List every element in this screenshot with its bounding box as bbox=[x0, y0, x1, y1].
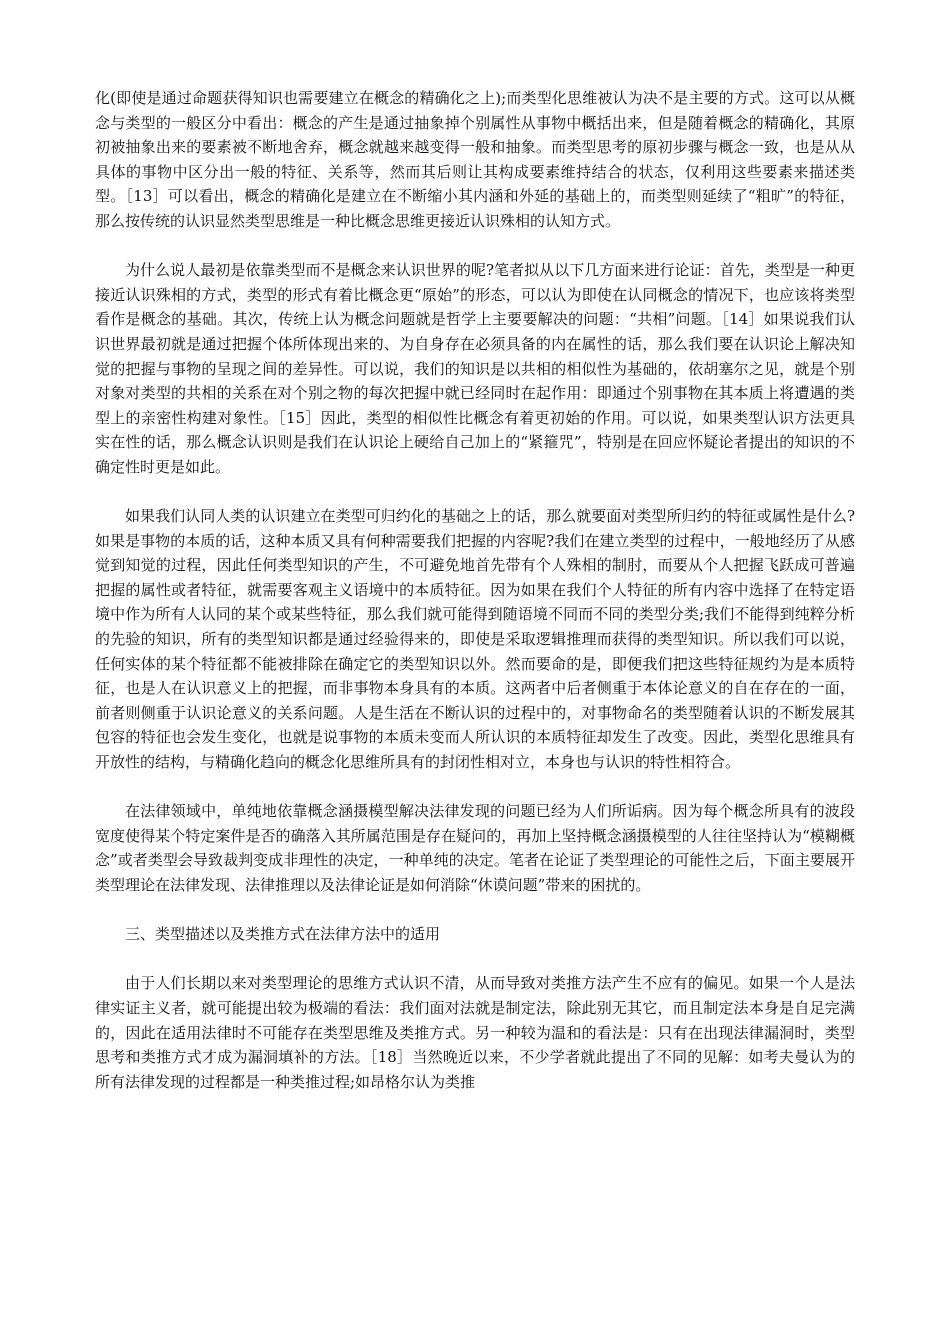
paragraph-5: 由于人们长期以来对类型理论的思维方式认识不清，从而导致对类推方法产生不应有的偏见。如果一个人是法律实证主义者，就可能提出较为极端的看法：我们面对法就是制定法，除此别无其它，而且制定法本身是自足完满的，因此在适用法律时不可能存在类型思维及类推方式。另一种较为温和的看法是：只有在出现法律漏洞时，类型思考和类推方式才成为漏洞填补的方法。［18］当然晚近以来，不少学者就此提出了不同的见解：如考夫曼认为的所有法律发现的过程都是一种类推过程;如昂格尔认为类推 bbox=[95, 974, 855, 1091]
document-page bbox=[95, 86, 855, 1094]
paragraph-1: 化(即使是通过命题获得知识也需要建立在概念的精确化之上);而类型化思维被认为决不是主要的方式。这可以从概念与类型的一般区分中看出：概念的产生是通过抽象掉个别属性从事物中概括出来，但是随着概念的精确化，其原初被抽象出来的要素被不断地舍弃，概念就越来越变得一般和抽象。而类型思考的原初步骤与概念一致，也是从从具体的事物中区分出一般的特征、关系等，然而其后则让其构成要素维持结合的状态，仅利用这些要素来描述类型。［13］可以看出，概念的精确化是建立在不断缩小其内涵和外延的基础上的，而类型则延续了“粗旷”的特征，那么按传统的认识显然类型思维是一种比概念思维更接近认识殊相的认知方式。 bbox=[95, 89, 855, 230]
paragraph-gap bbox=[95, 234, 855, 259]
paragraph-2: 为什么说人最初是依靠类型而不是概念来认识世界的呢?笔者拟从以下几方面来进行论证：首先，类型是一种更接近认识殊相的方式，类型的形式有着比概念更“原始”的形态，可以认为即使在认同概念的情况下，也应该将类型看作是概念的基础。其次，传统上认为概念问题就是哲学上主要要解决的问题：“共相”问题。［14］如果说我们认识世界最初就是通过把握个体所体现出来的、为自身存在必须具备的内在属性的话，那么我们要在认识论上解决知觉的把握与事物的呈现之间的差异性。可以说，我们的知识是以共相的相似性为基础的，依胡塞尔之见，就是个别对象对类型的共相的关系在对个别之物的每次把握中就已经同时在起作用：即通过个别事物在其本质上将遭遇的类型上的亲密性构建对象性。［15］因此，类型的相似性比概念有着更初始的作用。可以说，如果类型认识方法更具实在性的话，那么概念认识则是我们在认识论上硬给自己加上的“紧箍咒”，特别是在回应怀疑论者提出的知识的不确定性时更是如此。 bbox=[95, 261, 855, 476]
paragraph-3: 如果我们认同人类的认识建立在类型可归约化的基础之上的话，那么就要面对类型所归约的特征或属性是什么?如果是事物的本质的话，这种本质又具有何种需要我们把握的内容呢?我们在建立类型的过程中，一般地经历了从感觉到知觉的过程，因此任何类型知识的产生，不可避免地首先带有个人殊相的制肘，而要从个人把握飞跃成可普遍把握的属性或者特征，就需要客观主义语境中的本质特征。因为如果在我们个人特征的所有内容中选择了在特定语境中作为所有人认同的某个或某些特征，那么我们就可能得到随语境不同而不同的类型分类;我们不能得到纯粹分析的先验的知识，所有的类型知识都是通过经验得来的，即使是采取逻辑推理而获得的类型知识。所以我们可以说，任何实体的某个特征都不能被排除在确定它的类型知识以外。然而要命的是，即便我们把这些特征规约为是本质特征，也是人在认识意义上的把握，而非事物本身具有的本质。这两者中后者侧重于本体论意义的自在存在的一面，前者则侧重于认识论意义的关系问题。人是生活在不断认识的过程中的，对事物命名的类型随着认识的不断发展其包容的特征也会发生变化，也就是说事物的本质未变而人所认识的本质特征却发生了改变。因此，类型化思维具有开放性的结构，与精确化趋向的概念化思维所具有的封闭性相对立，本身也与认识的特性相符合。 bbox=[95, 507, 855, 772]
paragraph-gap bbox=[95, 480, 855, 505]
paragraph-4: 在法律领域中，单纯地依靠概念涵摄模型解决法律发现的问题已经为人们所诟病。因为每个概念所具有的波段宽度使得某个特定案件是否的确落入其所属范围是存在疑问的，再加上坚持概念涵摄模型的人往往坚持认为“模糊概念”或者类型会导致裁判变成非理性的决定，一种单纯的决定。笔者在论证了类型理论的可能性之后，下面主要展开类型理论在法律发现、法律推理以及法律论证是如何消除“休谟问题”带来的困扰的。 bbox=[95, 802, 855, 894]
paragraph-gap bbox=[95, 947, 855, 972]
paragraph-gap bbox=[95, 775, 855, 800]
paragraph-gap bbox=[95, 898, 855, 923]
section-heading: 三、类型描述以及类推方式在法律方法中的适用 bbox=[125, 925, 441, 944]
